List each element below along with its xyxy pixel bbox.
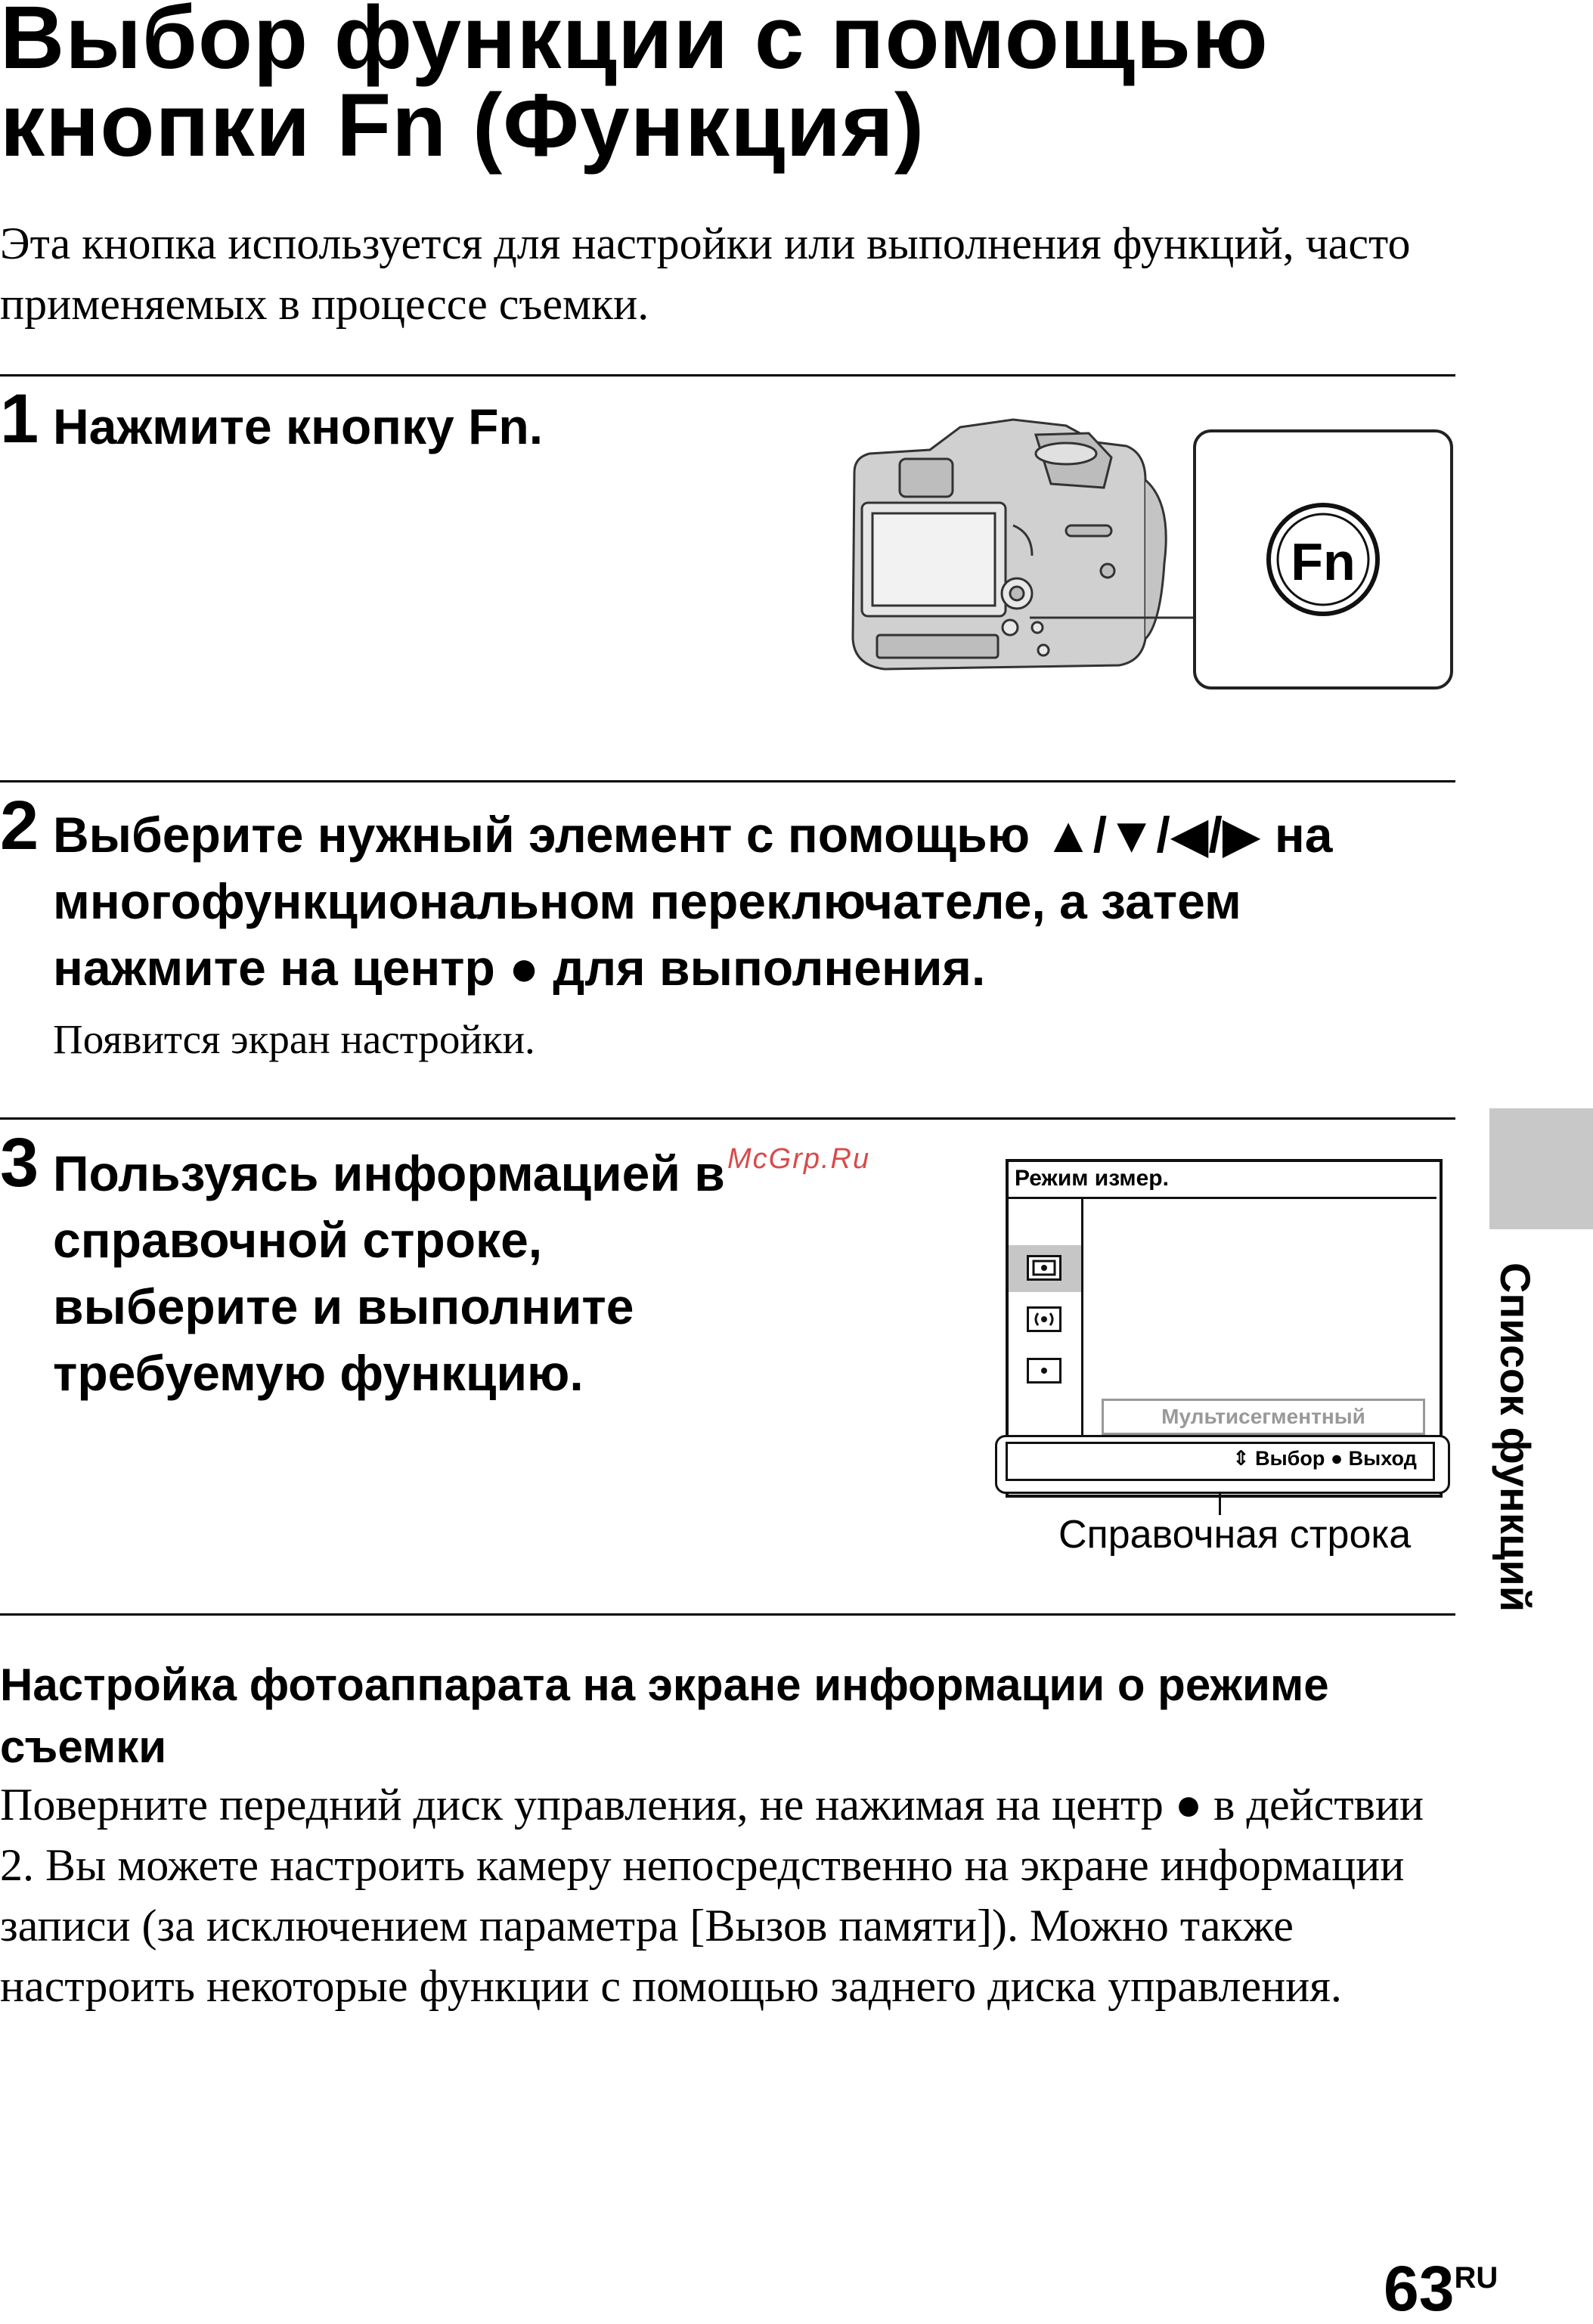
divider bbox=[0, 1117, 1455, 1120]
divider bbox=[0, 780, 1455, 782]
divider bbox=[0, 374, 1455, 376]
guide-text: ⇕ Выбор ● Выход bbox=[1232, 1447, 1417, 1470]
step-2-heading: Выберите нужный элемент с помощью ▲/▼/◀/▶ на многофункциональном переключателе, а затем нажмите на центр ● для выполнения. bbox=[53, 807, 1333, 996]
fn-button-label: Fn bbox=[1291, 532, 1356, 591]
side-tab-marker bbox=[1489, 1108, 1593, 1229]
note-heading: Настройка фотоаппарата на экране информации о режиме съемки bbox=[0, 1659, 1329, 1772]
step-2-number: 2 bbox=[0, 787, 39, 864]
step-3-heading: Пользуясь информацией в справочной строке, выберите и выполните требуемую функцию. bbox=[53, 1145, 725, 1401]
guide-bar-callout: Справочная строка bbox=[1058, 1513, 1412, 1557]
intro-paragraph: Эта кнопка используется для настройки или выполнения функций, часто применяемых в процессе съемки. bbox=[0, 218, 1411, 329]
screen-title: Режим измер. bbox=[1015, 1166, 1169, 1191]
spot-metering-icon bbox=[1027, 1358, 1061, 1384]
camera-illustration bbox=[839, 412, 1459, 699]
divider bbox=[1009, 1197, 1436, 1199]
note-body: Поверните передний диск управления, не нажимая на центр ● в действии 2. Вы можете настроить камеру непосредственно на экране информации записи (за исключением параметра [Вызов памяти]). Можно также настроить некоторые функции с помощью заднего диска управления. bbox=[0, 1780, 1424, 2011]
divider bbox=[1081, 1198, 1083, 1440]
multi-segment-metering-icon bbox=[1027, 1255, 1061, 1281]
page-title: Выбор функции с помощью кнопки Fn (Функция) bbox=[0, 0, 1269, 175]
step-2-subtext: Появится экран настройки. bbox=[53, 1016, 535, 1062]
step-1-number: 1 bbox=[0, 380, 39, 457]
side-tab-label: Список функций bbox=[1492, 1263, 1539, 1613]
divider bbox=[0, 1613, 1455, 1616]
page-number: $63^{RU}$ bbox=[1384, 2253, 1498, 2324]
watermark: McGrp.Ru bbox=[727, 1143, 871, 1175]
step-1-heading: Нажмите кнопку Fn. bbox=[53, 398, 544, 454]
center-weighted-metering-icon bbox=[1027, 1306, 1061, 1332]
selected-value: Мультисегментный bbox=[1102, 1399, 1425, 1435]
step-3-number: 3 bbox=[0, 1124, 39, 1201]
